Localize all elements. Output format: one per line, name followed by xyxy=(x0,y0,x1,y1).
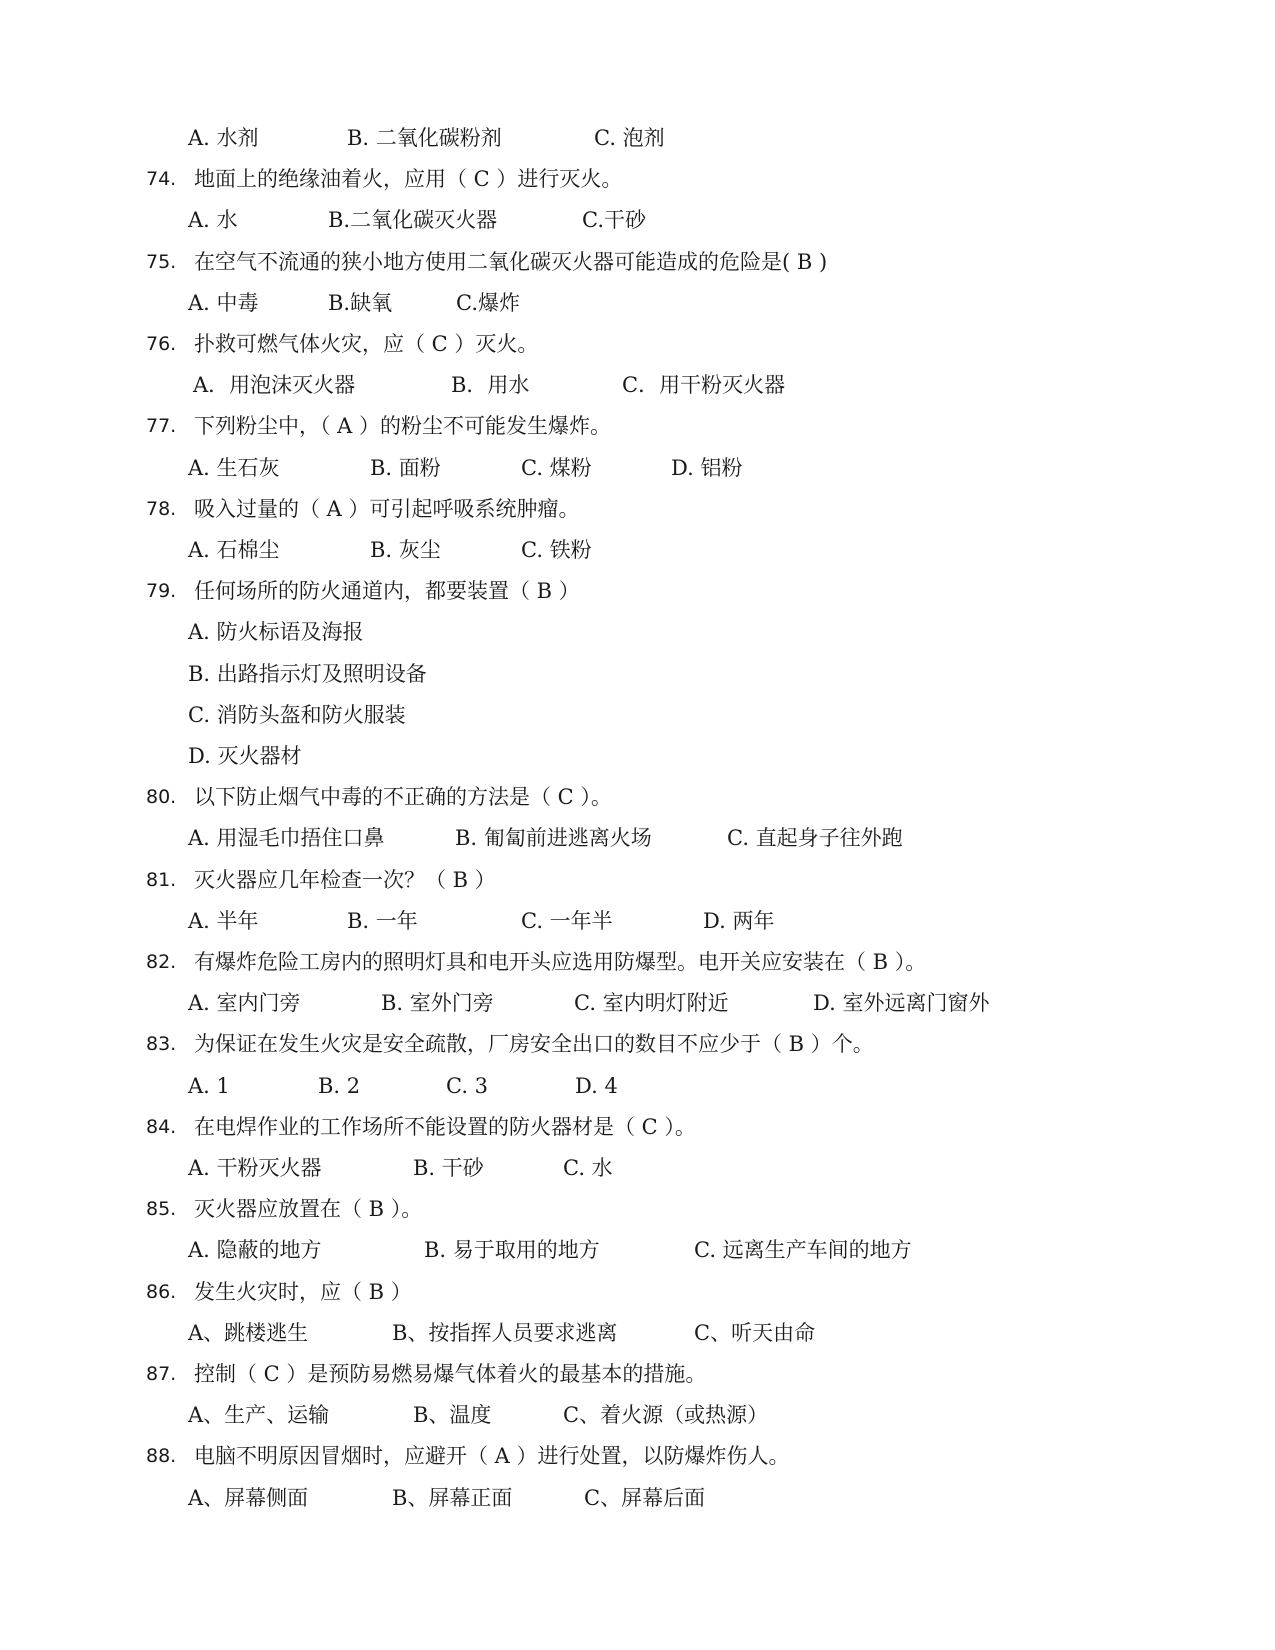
question-text: 以下防止烟气中毒的不正确的方法是（ C ）。 xyxy=(194,785,612,810)
answer-option: C. 消防头盔和防火服装 xyxy=(188,702,406,727)
answer-option: A. 用湿毛巾捂住口鼻 xyxy=(188,826,385,851)
question-line xyxy=(0,1436,1275,1476)
question-text: 灭火器应几年检查一次？（ B ） xyxy=(194,867,496,892)
answer-option: A. 生石灰 xyxy=(188,455,280,480)
options-line xyxy=(0,612,1275,652)
answer-option: A. 水 xyxy=(188,208,238,233)
answer-option: A、屏幕侧面 xyxy=(188,1485,309,1510)
answer-option: B. 面粉 xyxy=(370,455,441,480)
answer-option: A. 隐蔽的地方 xyxy=(188,1238,322,1263)
answer-option: B. 二氧化碳粉剂 xyxy=(347,126,502,150)
answer-option: A. 半年 xyxy=(188,908,259,933)
options-line xyxy=(0,200,1275,240)
question-text: 灭火器应放置在（ B ）。 xyxy=(194,1197,423,1222)
options-line xyxy=(0,736,1275,776)
answer-option: A. 1 xyxy=(188,1073,230,1098)
answer-option: A. 室内门旁 xyxy=(188,991,301,1016)
answer-option: B、温度 xyxy=(413,1403,492,1428)
question-text: 控制（ C ）是预防易燃易爆气体着火的最基本的措施。 xyxy=(194,1362,707,1386)
answer-option: A、跳楼逃生 xyxy=(188,1320,309,1345)
answer-option: A. 干粉灭火器 xyxy=(188,1156,322,1180)
question-text: 扑救可燃气体火灾，应（ C ）灭火。 xyxy=(194,332,539,356)
question-line xyxy=(0,777,1275,817)
answer-option: A. 中毒 xyxy=(188,290,259,315)
options-line xyxy=(0,654,1275,694)
question-line xyxy=(0,1024,1275,1064)
question-text: 在电焊作业的工作场所不能设置的防火器材是（ C ）。 xyxy=(194,1114,696,1139)
question-number: 76. xyxy=(146,333,177,355)
options-line xyxy=(0,1066,1275,1106)
options-line xyxy=(0,530,1275,570)
question-text: 发生火灾时，应（ B ） xyxy=(194,1279,412,1304)
question-number: 75. xyxy=(146,250,177,273)
answer-option: B. 出路指示灯及照明设备 xyxy=(188,661,427,686)
question-number: 78. xyxy=(146,497,177,520)
question-number: 86. xyxy=(146,1280,177,1303)
answer-option: C. 远离生产车间的地方 xyxy=(694,1238,912,1263)
options-line xyxy=(0,1313,1275,1353)
answer-option: A．用泡沫灭火器 xyxy=(193,373,356,398)
question-text: 任何场所的防火通道内，都要装置（ B ） xyxy=(194,579,580,604)
answer-option: C.干砂 xyxy=(582,208,646,233)
answer-option: D. 4 xyxy=(575,1073,618,1098)
answer-option: C. 室内明灯附近 xyxy=(574,991,729,1016)
answer-option: B. 易于取用的地方 xyxy=(424,1238,600,1263)
answer-option: D. 室外远离门窗外 xyxy=(813,991,990,1016)
question-number: 82. xyxy=(146,951,177,973)
question-number: 88. xyxy=(146,1445,177,1468)
question-number: 77. xyxy=(146,415,177,438)
answer-option: C. 直起身子往外跑 xyxy=(727,826,903,851)
question-number: 87. xyxy=(146,1363,177,1385)
answer-option: C、听天由命 xyxy=(694,1320,816,1345)
question-line xyxy=(0,942,1275,982)
options-line xyxy=(0,1478,1275,1518)
answer-option: A. 石棉尘 xyxy=(188,538,280,562)
answer-option: C. 水 xyxy=(563,1156,613,1180)
question-number: 83. xyxy=(146,1033,177,1056)
question-text: 吸入过量的（ A ）可引起呼吸系统肿瘤。 xyxy=(194,496,580,521)
answer-option: C、着火源（或热源） xyxy=(563,1403,769,1428)
question-line xyxy=(0,1354,1275,1394)
answer-option: C. 铁粉 xyxy=(521,538,592,562)
options-line xyxy=(0,118,1275,158)
question-line xyxy=(0,489,1275,529)
answer-option: C、屏幕后面 xyxy=(584,1485,706,1510)
answer-option: A、生产、运输 xyxy=(188,1403,330,1428)
answer-option: B.二氧化碳灭火器 xyxy=(328,208,498,233)
answer-option: D. 铝粉 xyxy=(671,455,743,480)
options-line xyxy=(0,983,1275,1023)
question-text: 为保证在发生火灾是安全疏散，厂房安全出口的数目不应少于（ B ）个。 xyxy=(194,1032,874,1057)
question-text: 有爆炸危险工房内的照明灯具和电开头应选用防爆型。电开关应安装在（ B ）。 xyxy=(194,950,927,974)
question-line xyxy=(0,324,1275,364)
answer-option: B.缺氧 xyxy=(328,290,393,315)
answer-option: C. 煤粉 xyxy=(521,455,592,480)
answer-option: D. 两年 xyxy=(703,908,775,933)
question-number: 84. xyxy=(146,1115,177,1138)
question-text: 在空气不流通的狭小地方使用二氧化碳灭火器可能造成的危险是( B ) xyxy=(194,249,828,274)
question-text: 地面上的绝缘油着火，应用（ C ）进行灭火。 xyxy=(194,167,623,192)
question-number: 85. xyxy=(146,1198,177,1221)
answer-option: B、按指挥人员要求逃离 xyxy=(392,1320,618,1345)
answer-option: B．用水 xyxy=(451,373,530,398)
question-number: 79. xyxy=(146,580,177,603)
question-number: 80. xyxy=(146,786,177,809)
question-number: 74. xyxy=(146,168,177,191)
answer-option: A. 水剂 xyxy=(188,126,259,150)
question-text: 电脑不明原因冒烟时，应避开（ A ）进行处置，以防爆炸伤人。 xyxy=(194,1444,790,1469)
question-line xyxy=(0,571,1275,611)
options-line xyxy=(0,1148,1275,1188)
options-line xyxy=(0,1230,1275,1270)
question-text: 下列粉尘中，（ A ）的粉尘不可能发生爆炸。 xyxy=(194,414,612,439)
answer-option: B. 2 xyxy=(318,1073,361,1098)
answer-option: B. 一年 xyxy=(347,908,418,933)
answer-option: C. 一年半 xyxy=(521,908,613,933)
answer-option: A. 防火标语及海报 xyxy=(188,620,364,645)
answer-option: C. 3 xyxy=(446,1073,489,1098)
options-line xyxy=(0,901,1275,941)
options-line xyxy=(0,448,1275,488)
answer-option: B. 匍匐前进逃离火场 xyxy=(455,826,652,851)
answer-option: C. 泡剂 xyxy=(594,126,665,150)
options-line xyxy=(0,283,1275,323)
question-line xyxy=(0,1272,1275,1312)
answer-option: C.爆炸 xyxy=(456,290,520,315)
answer-option: D. 灭火器材 xyxy=(188,744,302,768)
question-line xyxy=(0,406,1275,446)
question-line xyxy=(0,1189,1275,1229)
options-line xyxy=(0,695,1275,735)
question-line xyxy=(0,242,1275,282)
question-line xyxy=(0,860,1275,900)
answer-option: C．用干粉灭火器 xyxy=(622,373,786,398)
options-line xyxy=(0,365,1275,405)
question-line xyxy=(0,159,1275,199)
answer-option: B. 灰尘 xyxy=(370,538,441,562)
options-line xyxy=(0,818,1275,858)
options-line xyxy=(0,1395,1275,1435)
answer-option: B. 室外门旁 xyxy=(381,991,494,1016)
question-number: 81. xyxy=(146,868,177,891)
question-line xyxy=(0,1107,1275,1147)
answer-option: B. 干砂 xyxy=(413,1156,484,1180)
answer-option: B、屏幕正面 xyxy=(392,1485,513,1510)
